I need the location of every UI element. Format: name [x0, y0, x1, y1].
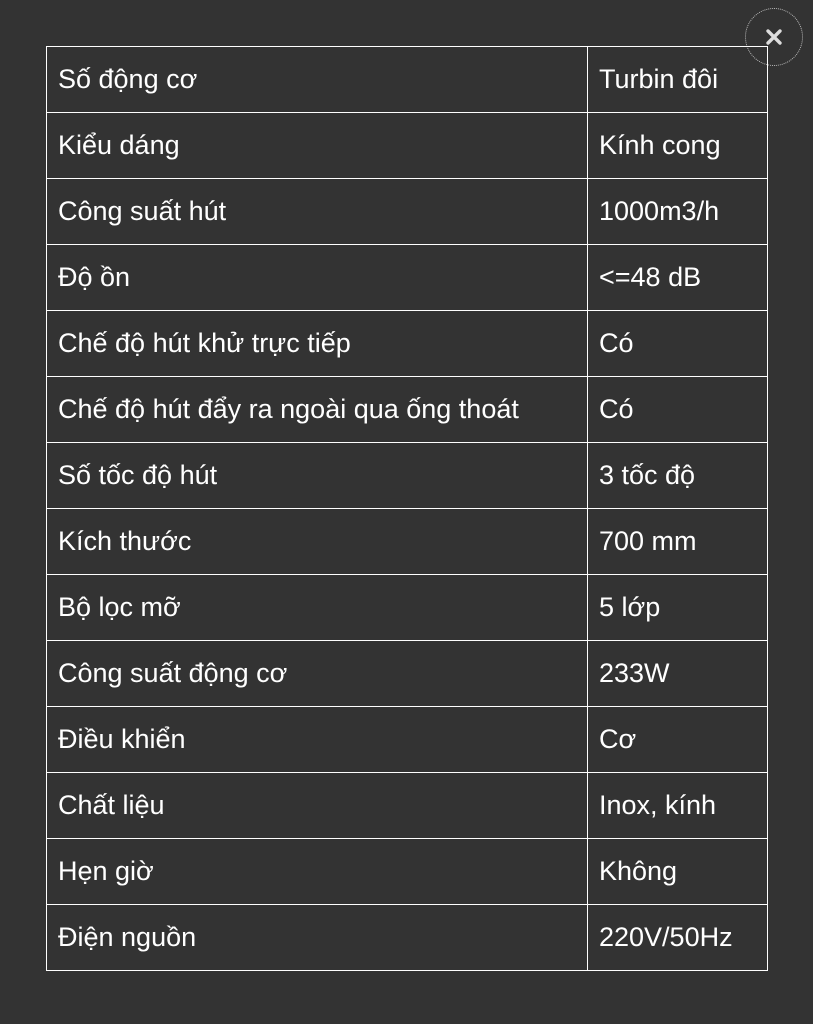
- table-row: [47, 113, 768, 179]
- table-row: [47, 377, 768, 443]
- table-row: [47, 905, 768, 971]
- table-row: [47, 707, 768, 773]
- spec-value: 220V/50Hz: [588, 905, 768, 971]
- spec-value: 3 tốc độ: [588, 443, 768, 509]
- table-row: [47, 839, 768, 905]
- table-row: [47, 47, 768, 113]
- table-row: [47, 311, 768, 377]
- table-row: [47, 773, 768, 839]
- spec-value: Inox, kính: [588, 773, 768, 839]
- spec-label: Số tốc độ hút: [47, 443, 588, 509]
- spec-value: Cơ: [588, 707, 768, 773]
- spec-value: 1000m3/h: [588, 179, 768, 245]
- spec-value: Có: [588, 377, 768, 443]
- table-row: [47, 179, 768, 245]
- spec-value: 5 lớp: [588, 575, 768, 641]
- spec-value: Kính cong: [588, 113, 768, 179]
- table-row: [47, 509, 768, 575]
- spec-value: Có: [588, 311, 768, 377]
- spec-label: Điện nguồn: [47, 905, 588, 971]
- table-row: [47, 641, 768, 707]
- spec-label: Bộ lọc mỡ: [47, 575, 588, 641]
- spec-value: <=48 dB: [588, 245, 768, 311]
- spec-label: Số động cơ: [47, 47, 588, 113]
- specs-table: [46, 46, 768, 971]
- spec-label: Kiểu dáng: [47, 113, 588, 179]
- spec-label: Độ ồn: [47, 245, 588, 311]
- specs-table-body: [47, 47, 768, 971]
- spec-value: Turbin đôi: [588, 47, 768, 113]
- spec-value: 233W: [588, 641, 768, 707]
- spec-label: Kích thước: [47, 509, 588, 575]
- spec-label: Chất liệu: [47, 773, 588, 839]
- spec-value: 700 mm: [588, 509, 768, 575]
- spec-value: Không: [588, 839, 768, 905]
- spec-label: Hẹn giờ: [47, 839, 588, 905]
- spec-label: Chế độ hút đẩy ra ngoài qua ống thoát: [47, 377, 588, 443]
- spec-label: Công suất động cơ: [47, 641, 588, 707]
- spec-label: Điều khiển: [47, 707, 588, 773]
- spec-label: Công suất hút: [47, 179, 588, 245]
- table-row: [47, 575, 768, 641]
- table-row: [47, 245, 768, 311]
- spec-label: Chế độ hút khử trực tiếp: [47, 311, 588, 377]
- close-icon: [765, 28, 783, 46]
- table-row: [47, 443, 768, 509]
